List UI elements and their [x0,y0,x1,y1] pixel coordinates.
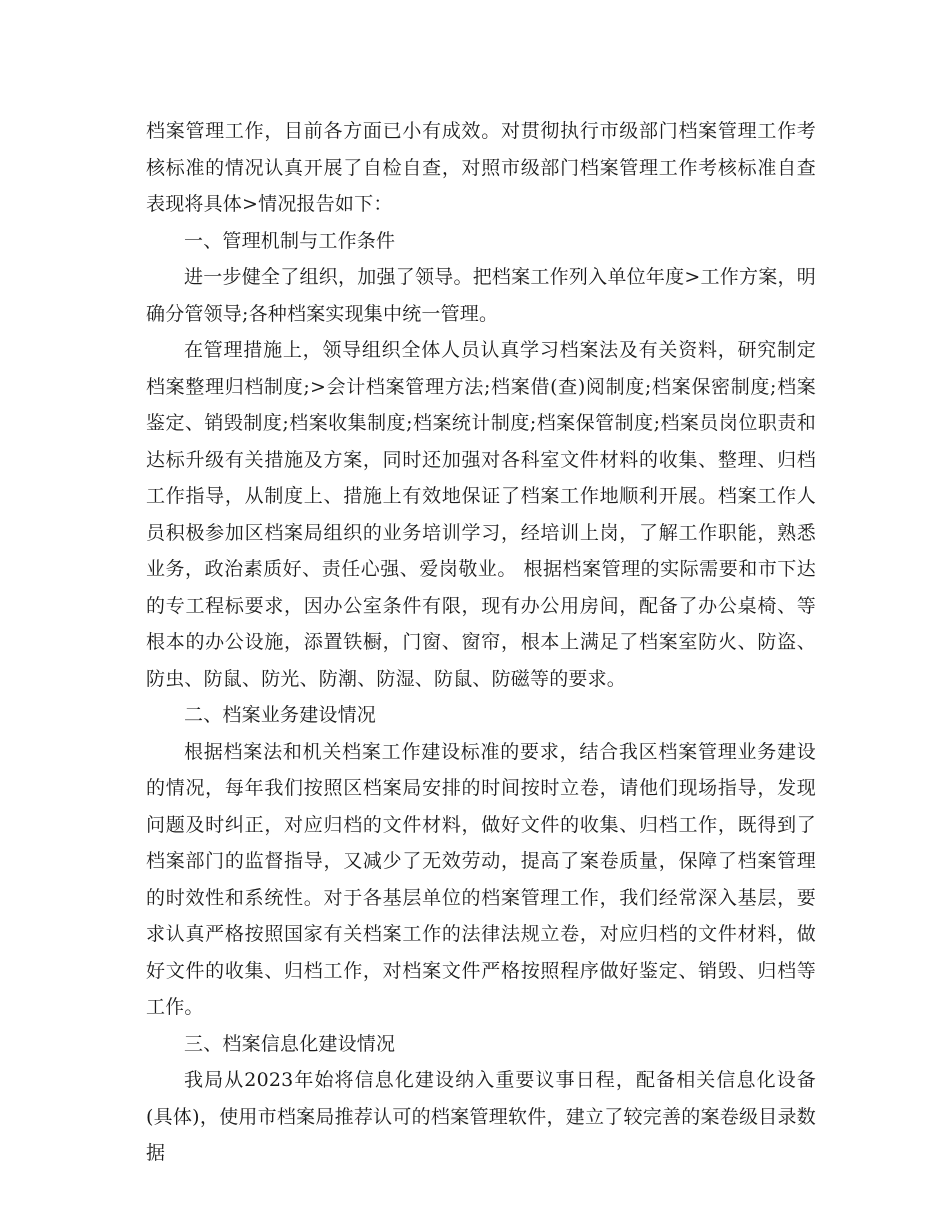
heading-section-1: 一、管理机制与工作条件 [184,229,396,252]
heading-section-3: 三、档案信息化建设情况 [184,1032,396,1055]
paragraph-business-construction: 根据档案法和机关档案工作建设标准的要求，结合我区档案管理业务建设的情况，每年我们按照区档案局安排的时间按时立卷，请他们现场指导，发现问题及时纠正，对应归档的文件材料，做好文件的收集、归档工作，既得到了档案部门的监督指导，又减少了无效劳动，提高了案卷质量，保障了档案管理的时效性和系统性。对于各基层单位的档案管理工作，我们经常深入基层，要求认真严格按照国家有关档案工作的法律法规立卷，对应归档的文件材料，做好文件的收集、归档工作，对档案文件严格按照程序做好鉴定、销毁、归档等工作。 [146,740,816,1018]
paragraph-management-measures: 在管理措施上，领导组织全体人员认真学习档案法及有关资料，研究制定档案整理归档制度;>会计档案管理方法;档案借(查)阅制度;档案保密制度;档案鉴定、销毁制度;档案收集制度;档案统计制度;档案保管制度;档案员岗位职责和达标升级有关措施及方案，同时还加强对各科室文件材料的收集、整理、归档工作指导，从制度上、措施上有效地保证了档案工作地顺利开展。档案工作人员积极参加区档案局组织的业务培训学习，经培训上岗，了解工作职能，熟悉业务，政治素质好、责任心强、爱岗敬业。 根据档案管理的实际需要和市下达的专工程标要求，因办公室条件有限，现有办公用房间，配备了办公桌椅、等根本的办公设施，添置铁橱，门窗、窗帘，根本上满足了档案室防火、防盗、防虫、防鼠、防光、防潮、防湿、防鼠、防磁等的要求。 [146,339,816,690]
paragraph-organization: 进一步健全了组织，加强了领导。把档案工作列入单位年度>工作方案，明确分管领导;各种档案实现集中统一管理。 [146,266,816,325]
paragraph-informatization: 我局从2023年始将信息化建设纳入重要议事日程，配备相关信息化设备(具体)，使用市档案局推荐认可的档案管理软件，建立了较完善的案卷级目录数据 [146,1069,816,1164]
paragraph-intro: 档案管理工作，目前各方面已小有成效。对贯彻执行市级部门档案管理工作考核标准的情况认真开展了自检自查，对照市级部门档案管理工作考核标准自查表现将具体>情况报告如下： [146,120,816,215]
heading-section-2: 二、档案业务建设情况 [184,704,377,726]
document-page [146,113,816,1172]
